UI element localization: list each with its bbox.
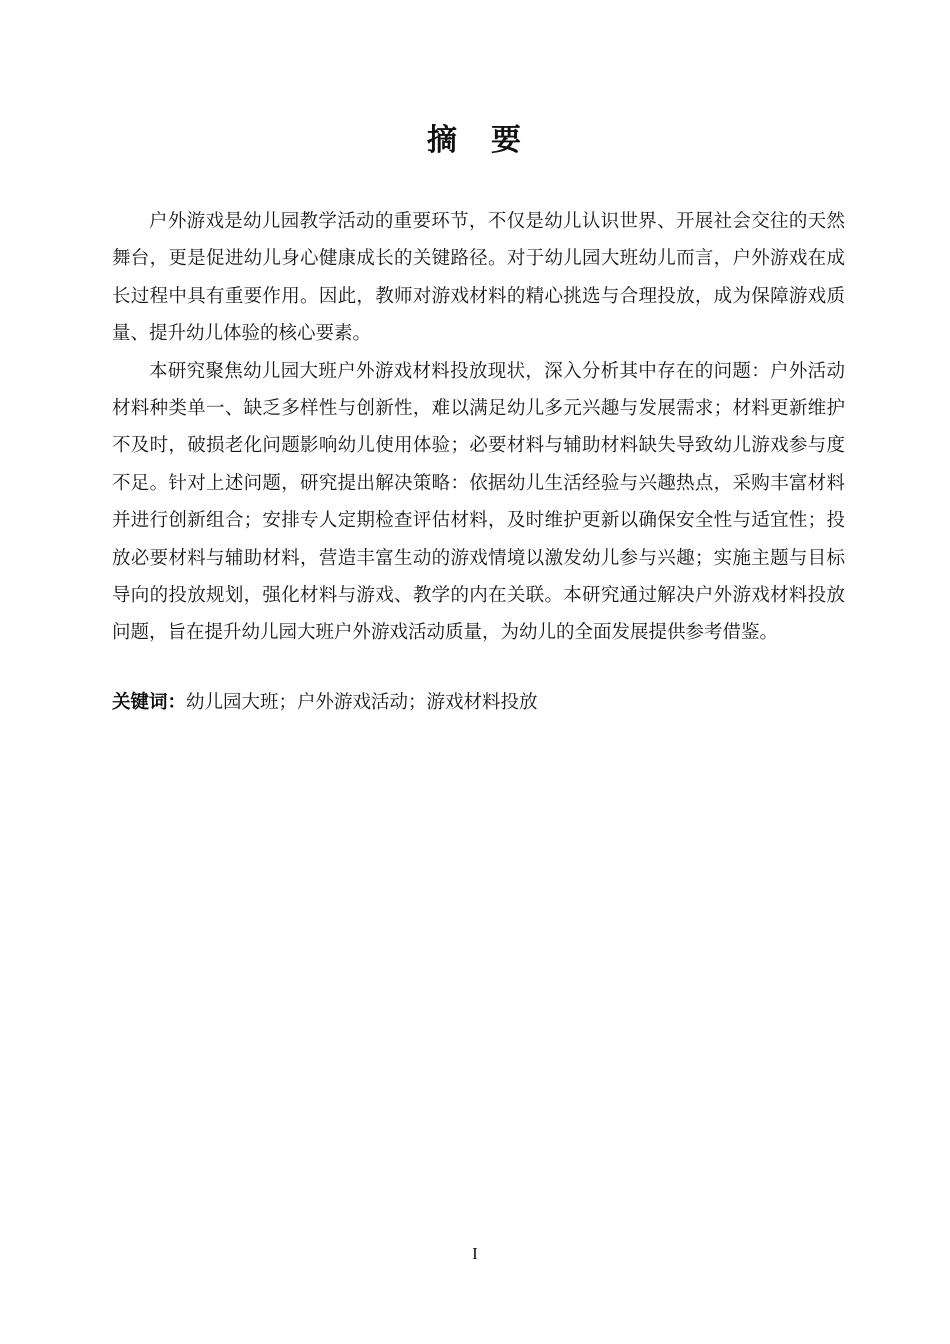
keywords-text: 幼儿园大班；户外游戏活动；游戏材料投放 [186,692,538,713]
keywords-label: 关键词： [112,690,187,712]
abstract-paragraph-1: 户外游戏是幼儿园教学活动的重要环节，不仅是幼儿认识世界、开展社会交往的天然舞台，更是促进幼儿身心健康成长的关键路径。对于幼儿园大班幼儿而言，户外游戏在成长过程中具有重要作用。因此，教师对游戏材料的精心挑选与合理投放，成为保障游戏质量、提升幼儿体验的核心要素。 [112,212,845,345]
page-number: I [472,1244,478,1263]
page-title: 摘 要 [427,124,523,157]
abstract-paragraph-2: 本研究聚焦幼儿园大班户外游戏材料投放现状，深入分析其中存在的问题：户外活动材料种类单一、缺乏多样性与创新性，难以满足幼儿多元兴趣与发展需求；材料更新维护不及时，破损老化问题影响幼儿使用体验；必要材料与辅助材料缺失导致幼儿游戏参与度不足。针对上述问题，研究提出解决策略：依据幼儿生活经验与兴趣热点，采购丰富材料并进行创新组合；安排专人定期检查评估材料，及时维护更新以确保安全性与适宜性；投放必要材料与辅助材料，营造丰富生动的游戏情境以激发幼儿参与兴趣；实施主题与目标导向的投放规划，强化材料与游戏、教学的内在关联。本研究通过解决户外游戏材料投放问题，旨在提升幼儿园大班户外游戏活动质量，为幼儿的全面发展提供参考借鉴。 [112,361,845,644]
keywords-line [112,683,845,722]
abstract-body [112,204,845,722]
